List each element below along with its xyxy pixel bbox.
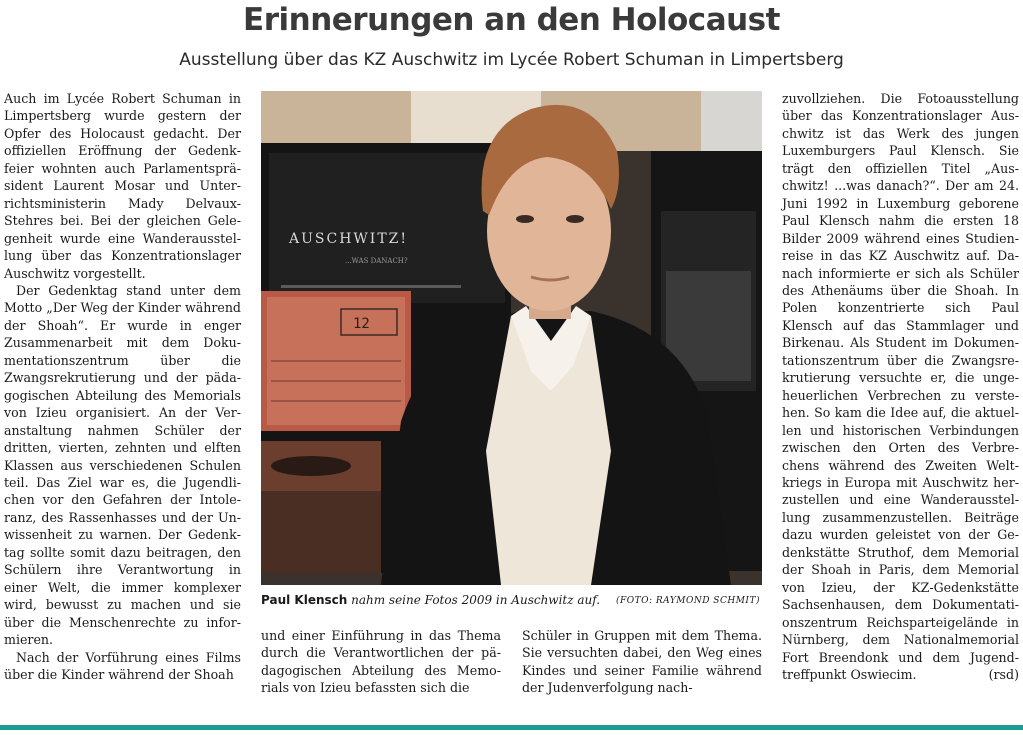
paragraph [782,90,1019,683]
article-photo [261,91,762,585]
article-column-4 [782,90,1019,683]
caption-text: nahm seine Fotos 2009 in Auschwitz auf. [347,593,601,607]
article-column-1 [4,90,241,683]
photo-credit: (FOTO: RAYMOND SCHMIT) [616,596,760,606]
paragraph: Auch im Lycée Robert Schuman in Limpertsberg wurde gestern der Opfer des Holocaust gedacht. Der offiziellen Eröffnung der Gedenkfeier wohnten auch Parlamentspräsident Laurent Mosar und Unterrichtsministerin Mady Delvaux-Stehres bei. Bei der gleichen Gelegenheit wurde eine Wanderausstellung über das Konzentrationslager Auschwitz vorgestellt. [4,91,241,281]
photo-caption [261,592,762,608]
caption-name: Paul Klensch [261,593,348,607]
bottom-rule [0,725,1023,730]
paragraph: Schüler in Gruppen mit dem Thema. Sie versuchten dabei, den Weg eines Kindes und seiner Familie während der Judenverfolgung nach- [522,628,762,696]
headline: Erinnerungen an den Holocaust [243,2,780,38]
paragraph: Nach der Vorführung eines Films über die Kinder während der Shoah [4,649,241,682]
paragraph: Der Gedenktag stand unter dem Motto „Der Weg der Kinder während der Shoah“. Er wurde in enger Zusammenarbeit mit dem Dokumentationszentrum über die Zwangsrekrutierung und der pädagogischen Abteilung des Memorials von Izieu organisiert. An der Veranstaltung nahmen Schüler der dritten, vierten, zehnten und elften Klassen aus verschiedenen Schulen teil. Das Ziel war es, die Jugendlichen vor den Gefahren der Intoleranz, des Rassenhasses und der Unwissenheit zu warnen. Der Gedenktag sollte somit dazu beitragen, den Schülern ihre Verantwortung in einer Welt, die immer komplexer wird, bewusst zu machen und sie über die Menschenrechte zu informieren. [4,282,241,648]
author-signature: (rsd) [988,666,1019,682]
article-column-2 [261,627,501,697]
paragraph: und einer Einführung in das Thema durch die Verantwortlichen der pädagogischen Abteilung des Memorials von Izieu befassten sich die [261,628,501,696]
document-number: 12 [353,316,370,332]
paragraph-text: zuvollziehen. Die Fotoausstellung über das Konzentrationslager Auschwitz ist das Werk des jungen Luxemburgers Paul Klensch. Sie trägt den offiziellen Titel „Auschwitz! ...was danach?“. Der am 24. Juni 1992 in Luxemburg geborene Paul Klensch nahm die ersten 18 Bilder 2009 während eines Studienreise in das KZ Auschwitz auf. Danach informierte er sich als Schüler des Athenäums über die Shoah. In Polen konzentrierte sich Paul Klensch auf das Stammlager und Birkenau. Als Student im Dokumentationszentrum über die Zwangsrekrutierung versuchte er, die ungeheuerlichen Verbrechen zu verstehen. So kam die Idee auf, die aktuellen und historischen Verbindungen zwischen den Orten des Verbrechens während des Zweiten Weltkriegs in Europa mit Auschwitz herzustellen und eine Wanderausstellung zusammenzustellen. Beiträge dazu wurden geleistet von der Gedenkstätte Struthof, dem Memorial der Shoah in Paris, dem Memorial von Izieu, der KZ-Gedenkstätte Sachsenhausen, dem Dokumentationszentrum Reichsparteigelände in Nürnberg, dem Nationalmemorial Fort Breendonk und dem Jugendtreffpunkt Oswiecim. [782,91,1019,682]
poster-subtitle: ...WAS DANACH? [345,257,408,265]
subheadline: Ausstellung über das KZ Auschwitz im Lycée Robert Schuman in Limpertsberg [179,50,844,70]
article-column-3 [522,627,762,697]
poster-title: AUSCHWITZ! [289,231,409,247]
